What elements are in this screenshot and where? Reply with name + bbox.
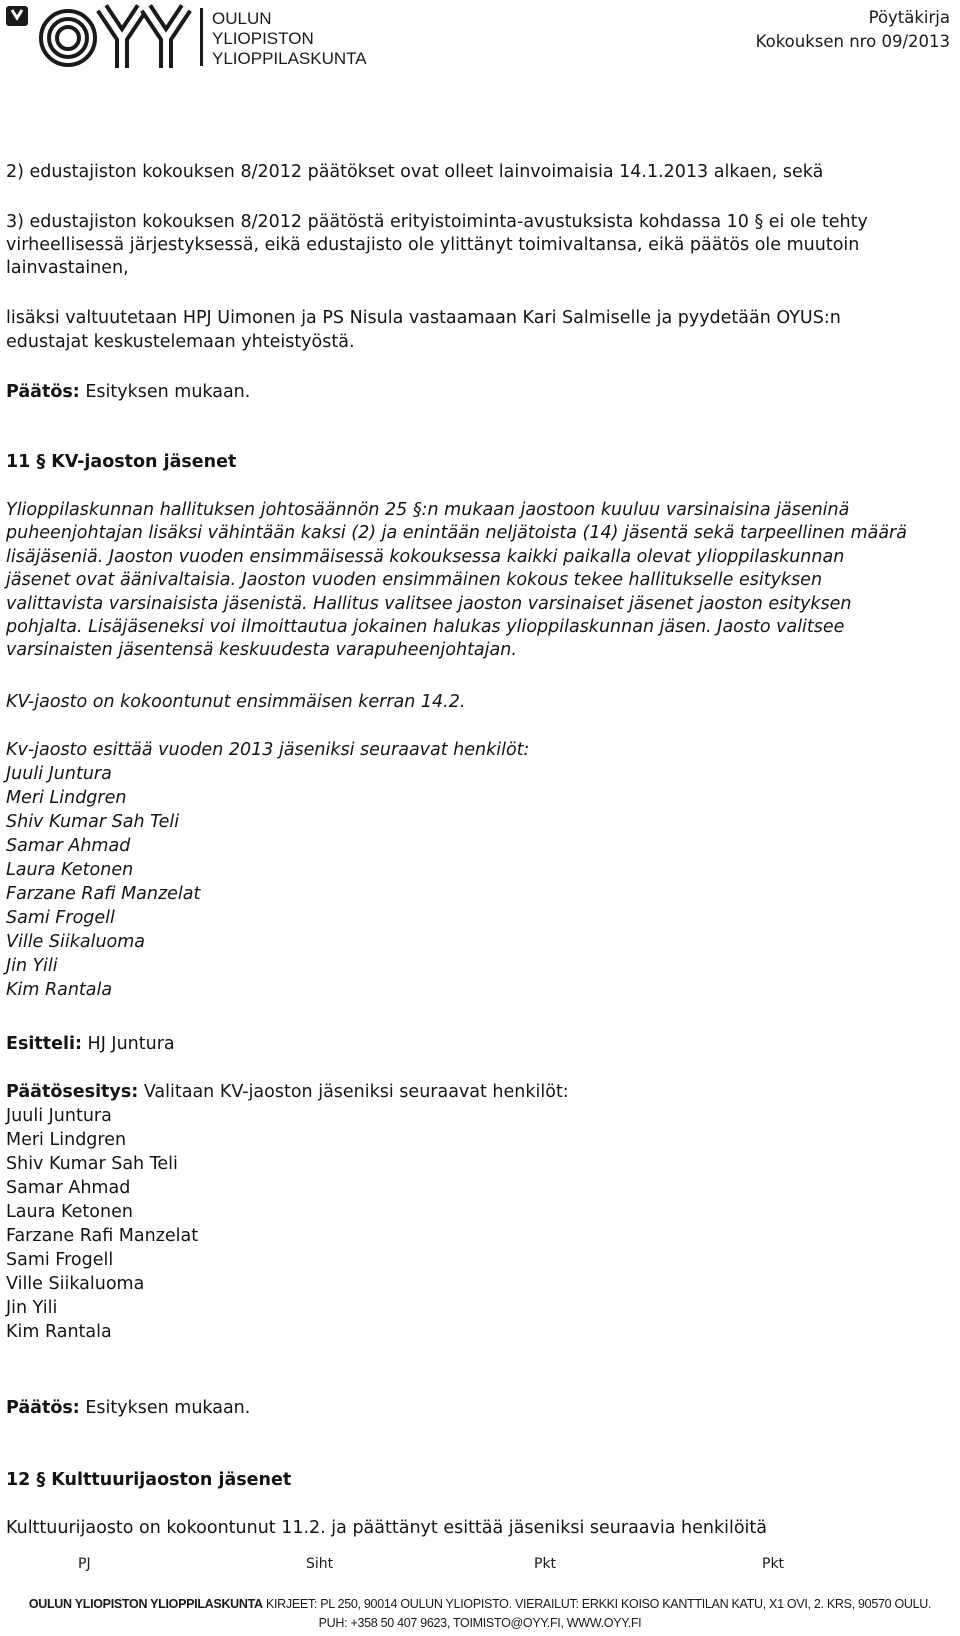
s11-p1-line-3: lisäjäseniä. Jaoston vuoden ensimmäisessä kokouksessa kaikki paikalla olevat ylioppilaskunnan bbox=[6, 547, 845, 567]
org-line-2: YLIOPISTON bbox=[212, 29, 314, 48]
decision-2 bbox=[6, 1396, 250, 1420]
section-11-intro: Kv-jaosto esittää vuoden 2013 jäseniksi seuraavat henkilöt: bbox=[6, 740, 530, 760]
member-name: Farzane Rafi Manzelat bbox=[6, 1226, 199, 1246]
s11-p1-line-4: jäsenet ovat äänivaltaisia. Jaoston vuoden ensimmäinen kokous tekee hallitukselle esityksen bbox=[6, 570, 823, 590]
member-name: Sami Frogell bbox=[6, 908, 115, 928]
member-name: Ville Siikaluoma bbox=[6, 932, 146, 952]
proposal-text: Valitaan KV-jaoston jäseniksi seuraavat henkilöt: bbox=[138, 1082, 569, 1102]
signature-pkt-1: Pkt bbox=[534, 1556, 557, 1572]
footer-address: KIRJEET: PL 250, 90014 OULUN YLIOPISTO. VIERAILUT: ERKKI KOISO KANTTILAN KATU, X1 OVI, 2. KRS, 90570 OULU. bbox=[262, 1597, 932, 1611]
member-name: Shiv Kumar Sah Teli bbox=[6, 812, 180, 832]
s11-p1-line-7: varsinaisten jäsentensä keskuudesta varapuheenjohtajan. bbox=[6, 640, 517, 660]
member-name: Shiv Kumar Sah Teli bbox=[6, 1154, 178, 1174]
paragraph-item-2: 2) edustajiston kokouksen 8/2012 päätökset ovat olleet lainvoimaisia 14.1.2013 alkaen, sekä bbox=[6, 162, 824, 182]
member-name: Kim Rantala bbox=[6, 980, 113, 1000]
decision-2-label: Päätös: bbox=[6, 1398, 80, 1418]
presenter-text: HJ Juntura bbox=[81, 1034, 175, 1054]
s11-p1-line-5: valittavista varsinaisista jäsenistä. Hallitus valitsee jaoston varsinaiset jäsenet jaoston esityksen bbox=[6, 594, 852, 614]
section-12-heading: 12 § Kulttuurijaoston jäsenet bbox=[6, 1470, 292, 1490]
paragraph-lisaksi-line-2: edustajat keskustelemaan yhteistyöstä. bbox=[6, 332, 355, 352]
org-name-block bbox=[212, 9, 367, 69]
section-11-heading: 11 § KV-jaoston jäsenet bbox=[6, 452, 237, 472]
org-line-3: YLIOPPILASKUNTA bbox=[212, 49, 367, 68]
doc-meta bbox=[756, 6, 950, 54]
member-name: Sami Frogell bbox=[6, 1250, 114, 1270]
section-11-paragraph-2: KV-jaosto on kokoontunut ensimmäisen kerran 14.2. bbox=[6, 692, 466, 712]
meeting-number: Kokouksen nro 09/2013 bbox=[755, 32, 950, 51]
section-12-paragraph-1: Kulttuurijaosto on kokoontunut 11.2. ja päättänyt esittää jäseniksi seuraavia henkilöitä bbox=[6, 1518, 767, 1538]
s11-p1-line-2: puheenjohtajan lisäksi vähintään kaksi (2) ja enintään neljätoista (14) jäsentä sekä tarpeellinen määrä bbox=[6, 523, 907, 543]
paragraph-item-3-line-2: virheellisessä järjestyksessä, eikä edustajisto ole ylittänyt toimivaltansa, eikä päätös ole muutoin bbox=[6, 235, 860, 255]
member-name: Meri Lindgren bbox=[6, 788, 127, 808]
member-name: Jin Yili bbox=[6, 1298, 58, 1318]
paragraph-item-3-line-3: lainvastainen, bbox=[6, 258, 129, 278]
member-name: Kim Rantala bbox=[6, 1322, 112, 1342]
member-name: Laura Ketonen bbox=[6, 860, 134, 880]
decision-1-text: Esityksen mukaan. bbox=[79, 382, 251, 402]
decision-1-label: Päätös: bbox=[6, 382, 80, 402]
paragraph-item-3-line-1: 3) edustajiston kokouksen 8/2012 päätöstä erityistoiminta-avustuksista kohdassa 10 § ei ole tehty bbox=[6, 212, 868, 232]
member-list-1 bbox=[6, 762, 200, 1002]
presenter bbox=[6, 1032, 175, 1056]
proposal bbox=[6, 1080, 569, 1104]
signature-pj: PJ bbox=[78, 1556, 91, 1572]
footer-org-name: OULUN YLIOPISTON YLIOPPILASKUNTA bbox=[28, 1597, 263, 1611]
paragraph-lisaksi-line-1: lisäksi valtuutetaan HPJ Uimonen ja PS Nisula vastaamaan Kari Salmiselle ja pyydetään OYUS:n bbox=[6, 308, 841, 328]
org-line-1: OULUN bbox=[212, 9, 272, 28]
s11-p1-line-6: pohjalta. Lisäjäseneksi voi ilmoittautua jokainen halukas ylioppilaskunnan jäsen. Jaosto valitsee bbox=[6, 617, 845, 637]
member-name: Juuli Juntura bbox=[6, 1106, 112, 1126]
signature-siht: Siht bbox=[306, 1556, 334, 1572]
member-name: Samar Ahmad bbox=[6, 836, 131, 856]
member-name: Samar Ahmad bbox=[6, 1178, 131, 1198]
member-name: Meri Lindgren bbox=[6, 1130, 127, 1150]
s11-p1-line-1: Ylioppilaskunnan hallituksen johtosäännön 25 §:n mukaan jaostoon kuuluu varsinaisina jäseninä bbox=[6, 500, 850, 520]
decision-2-text: Esityksen mukaan. bbox=[79, 1398, 251, 1418]
member-name: Ville Siikaluoma bbox=[6, 1274, 145, 1294]
doc-type: Pöytäkirja bbox=[868, 8, 950, 27]
signature-pkt-2: Pkt bbox=[762, 1556, 785, 1572]
footer-contact: PUH: +358 50 407 9623, TOIMISTO@OYY.FI, WWW.OYY.FI bbox=[318, 1616, 642, 1630]
member-name: Juuli Juntura bbox=[6, 764, 112, 784]
proposal-label: Päätösesitys: bbox=[6, 1082, 139, 1102]
member-name: Jin Yili bbox=[6, 956, 58, 976]
member-name: Laura Ketonen bbox=[6, 1202, 133, 1222]
presenter-label: Esitteli: bbox=[6, 1034, 82, 1054]
decision-1 bbox=[6, 380, 250, 404]
member-list-2 bbox=[6, 1104, 198, 1344]
footer-address-line bbox=[0, 1597, 960, 1611]
member-name: Farzane Rafi Manzelat bbox=[6, 884, 201, 904]
